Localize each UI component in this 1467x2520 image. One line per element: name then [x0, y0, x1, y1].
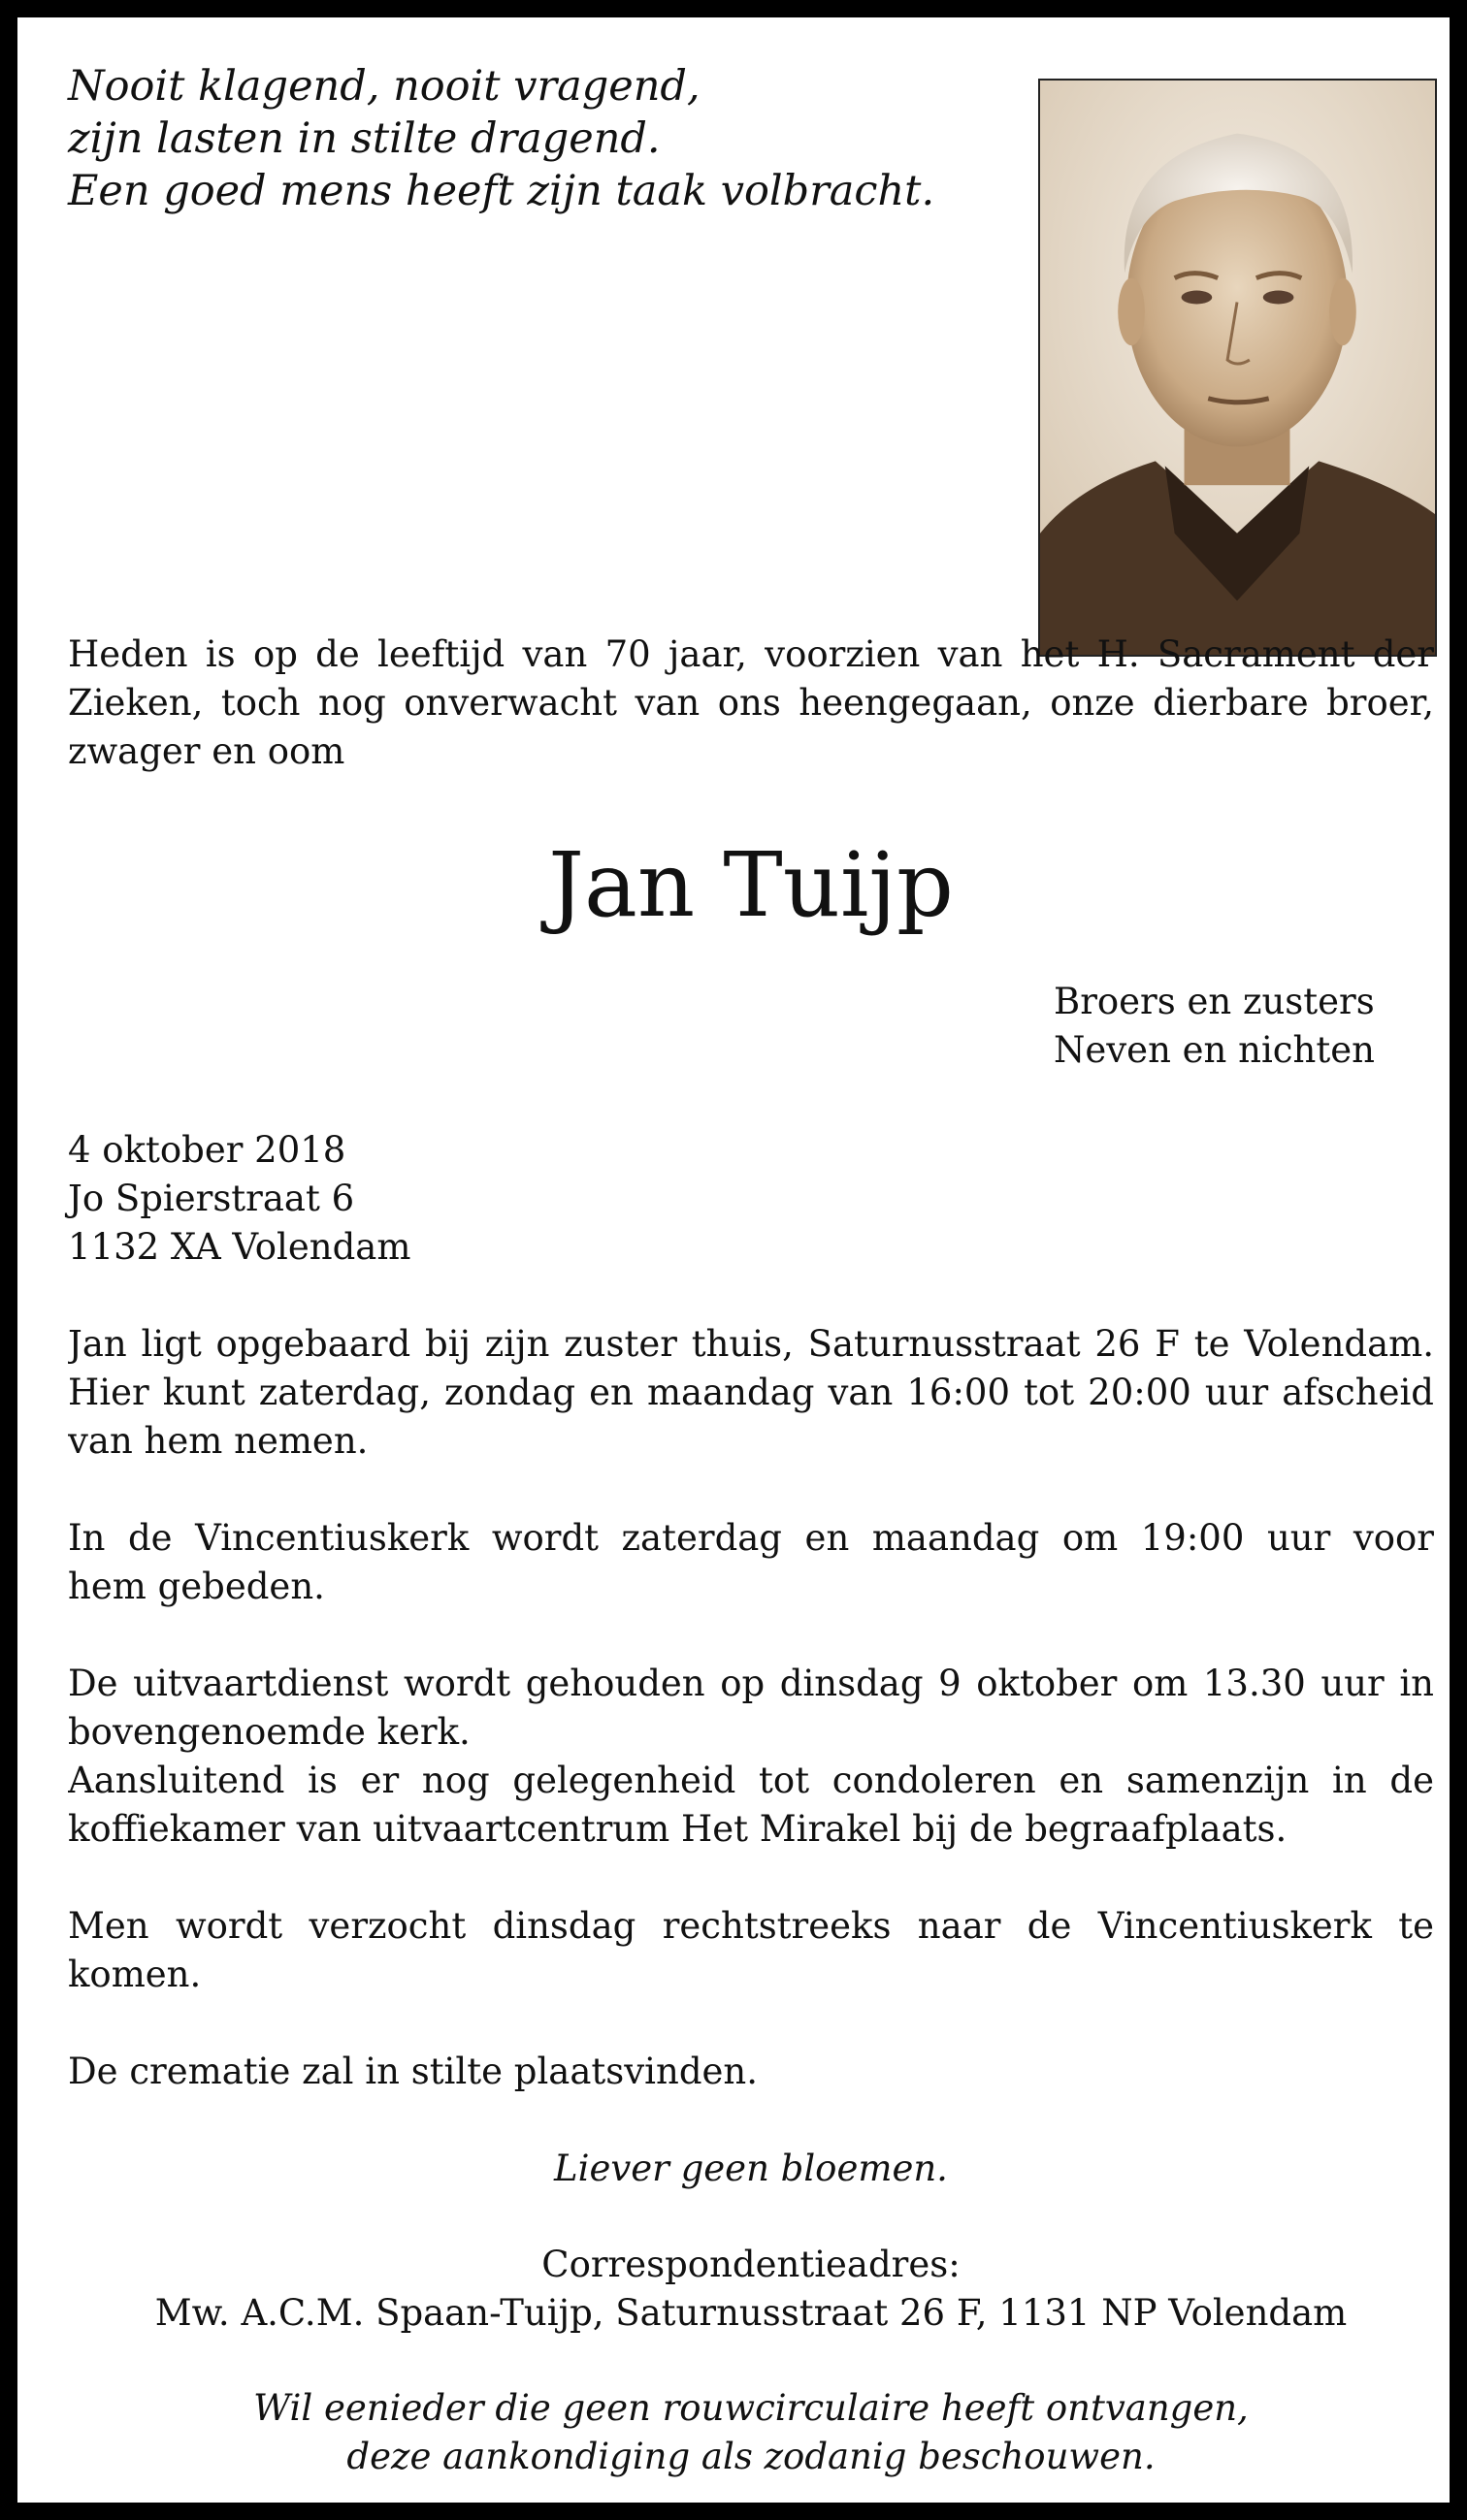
relatives-line: Broers en zusters — [1054, 981, 1375, 1022]
intro-line: Heden is op de leeftijd van 70 jaar, voorzien van het H. Sacrament der — [68, 633, 1434, 675]
cremation-text: De crematie zal in stilte plaatsvinden. — [68, 2051, 758, 2092]
request-paragraph — [68, 1902, 1434, 1999]
correspondence-heading: Correspondentieadres: — [541, 2244, 961, 2285]
service-line: koffiekamer van uitvaartcentrum Het Mirakel bij de begraafplaats. — [68, 1808, 1288, 1850]
viewing-line: Hier kunt zaterdag, zondag en maandag van 16:00 tot 20:00 uur afscheid — [68, 1372, 1434, 1413]
street-text: Jo Spierstraat 6 — [68, 1178, 355, 1219]
closing-note — [17, 2384, 1467, 2481]
relatives-list — [1054, 978, 1375, 1075]
intro-line: zwager en oom — [68, 730, 345, 772]
request-line: Men wordt verzocht dinsdag rechtstreeks naar de Vincentiuskerk te — [68, 1905, 1434, 1947]
viewing-line: Jan ligt opgebaard bij zijn zuster thuis, Saturnusstraat 26 F te Volendam. — [68, 1323, 1434, 1365]
poem-line: Nooit klagend, nooit vragend, — [68, 62, 701, 111]
viewing-line: van hem nemen. — [68, 1420, 369, 1462]
portrait-photo — [1038, 79, 1437, 657]
correspondence-address: Mw. A.C.M. Spaan-Tuijp, Saturnusstraat 26 F, 1131 NP Volendam — [154, 2292, 1348, 2334]
closing-line: Wil eenieder die geen rouwcirculaire heeft ontvangen, — [253, 2387, 1249, 2429]
poem-line: Een goed mens heeft zijn taak volbracht. — [68, 167, 935, 215]
service-paragraph — [68, 1660, 1434, 1854]
home-address — [68, 1126, 410, 1272]
intro-line: Zieken, toch nog onverwacht van ons heengegaan, onze dierbare broer, — [68, 682, 1434, 724]
service-line: Aansluitend is er nog gelegenheid tot condoleren en samenzijn in de — [68, 1760, 1434, 1801]
city-text: 1132 XA Volendam — [68, 1226, 411, 1268]
prayer-paragraph — [68, 1514, 1434, 1611]
portrait-image — [1040, 81, 1435, 655]
request-line: komen. — [68, 1954, 202, 1995]
prayer-line: In de Vincentiuskerk wordt zaterdag en maandag om 19:00 uur voor — [68, 1517, 1434, 1559]
service-line: De uitvaartdienst wordt gehouden op dinsdag 9 oktober om 13.30 uur in — [68, 1663, 1434, 1704]
poem — [68, 60, 934, 217]
service-line: bovengenoemde kerk. — [68, 1711, 471, 1753]
deceased-name: Jan Tuijp — [548, 833, 954, 937]
closing-line: deze aankondiging als zodanig beschouwen. — [346, 2436, 1156, 2477]
relatives-line: Neven en nichten — [1054, 1029, 1375, 1071]
correspondence-block — [17, 2241, 1467, 2338]
prayer-line: hem gebeden. — [68, 1566, 325, 1607]
date-text: 4 oktober 2018 — [68, 1129, 346, 1171]
viewing-paragraph — [68, 1320, 1434, 1466]
flowers-note: Liever geen bloemen. — [554, 2148, 948, 2189]
poem-line: zijn lasten in stilte dragend. — [68, 114, 661, 163]
intro-paragraph — [68, 630, 1434, 776]
